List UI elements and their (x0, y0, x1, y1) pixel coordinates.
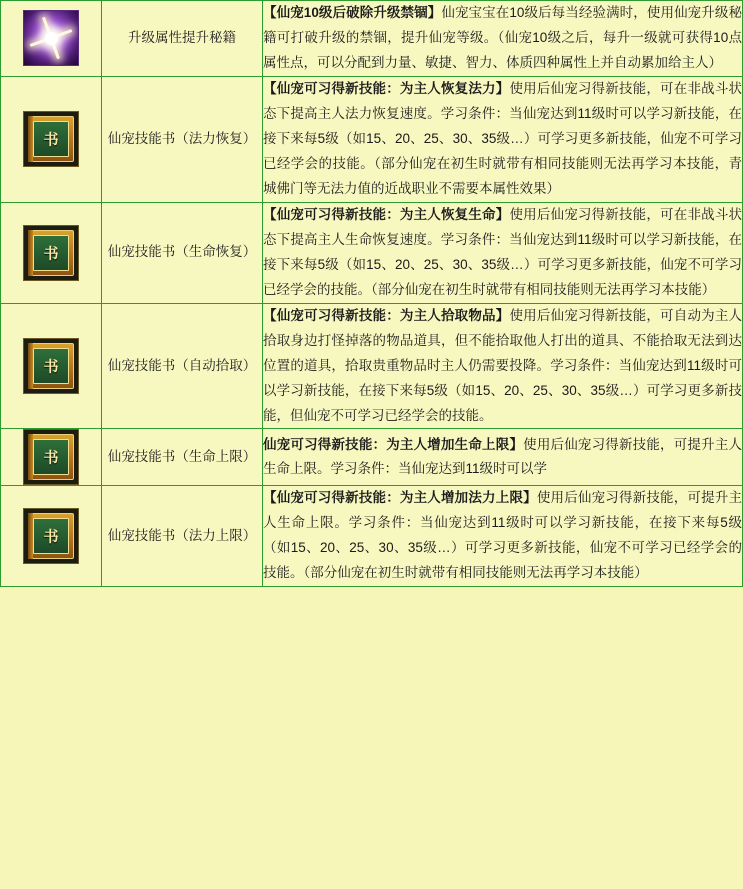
item-description (263, 202, 743, 303)
item-name: 仙宠技能书（自动拾取） (102, 303, 263, 429)
item-icon-cell (1, 486, 102, 587)
item-description-body: 使用后仙宠习得新技能，可在非战斗状态下提高主人法力恢复速度。学习条件：当仙宠达到11级时可以学习新技能，在接下来每5级（如15、20、25、30、35级…）可学习更多新技能，仙宠不可学习已经学会的技能。（部分仙宠在初生时就带有相同技能则无法再学习本技能，青城佛门等无法力值的近战职业不需要本属性效果） (263, 80, 743, 196)
item-description-body: 使用后仙宠习得新技能，可提升主人生命上限。学习条件：当仙宠达到11级时可以学 (263, 436, 743, 477)
item-description (263, 429, 743, 486)
item-description-lead: 【仙宠可习得新技能：为主人增加法力上限】 (263, 490, 537, 506)
table-row (1, 486, 743, 587)
skill-book-icon: 书 (23, 429, 79, 485)
skill-book-icon: 书 (23, 508, 79, 564)
item-name: 仙宠技能书（法力恢复） (102, 76, 263, 202)
item-name: 仙宠技能书（法力上限） (102, 486, 263, 587)
item-description (263, 76, 743, 202)
shining-secret-book-icon (23, 10, 79, 66)
item-name: 仙宠技能书（生命恢复） (102, 202, 263, 303)
item-description-body: 仙宠宝宝在10级后每当经验满时，使用仙宠升级秘籍可打破升级的禁锢，提升仙宠等级。（仙宠10级之后，每升一级就可获得10点属性点，可以分配到力量、敏捷、智力、体质四种属性上并自动累加给主人） (263, 5, 742, 70)
table-row (1, 429, 743, 486)
item-description-lead: 【仙宠可习得新技能：为主人恢复法力】 (263, 80, 510, 96)
skill-book-icon: 书 (23, 111, 79, 167)
item-description-lead: 【仙宠可习得新技能：为主人恢复生命】 (263, 206, 510, 222)
item-description (263, 303, 743, 429)
item-icon-cell (1, 1, 102, 77)
item-description-body: 使用后仙宠习得新技能，可在非战斗状态下提高主人生命恢复速度。学习条件：当仙宠达到11级时可以学习新技能，在接下来每5级（如15、20、25、30、35级…）可学习更多新技能，仙宠不可学习已经学会的技能。（部分仙宠在初生时就带有相同技能则无法再学习本技能） (263, 206, 743, 297)
table-row (1, 1, 743, 77)
item-description-lead: 仙宠可习得新技能：为主人增加生命上限】 (263, 436, 524, 452)
table-row (1, 202, 743, 303)
item-description-body: 使用后仙宠习得新技能，可提升主人生命上限。学习条件：当仙宠达到11级时可以学习新技能，在接下来每5级（如15、20、25、30、35级…）可学习更多新技能，仙宠不可学习已经学会的技能。（部分仙宠在初生时就带有相同技能则无法再学习本技能） (263, 490, 743, 581)
item-description-lead: 【仙宠10级后破除升级禁锢】 (263, 5, 442, 20)
item-name: 仙宠技能书（生命上限） (102, 429, 263, 486)
item-icon-cell (1, 202, 102, 303)
item-icon-cell (1, 303, 102, 429)
table-row (1, 76, 743, 202)
table-row (1, 303, 743, 429)
item-icon-cell (1, 429, 102, 486)
item-description-lead: 【仙宠可习得新技能：为主人拾取物品】 (263, 307, 510, 323)
item-description-body: 使用后仙宠习得新技能，可自动为主人拾取身边打怪掉落的物品道具，但不能拾取他人打出的道具、不能拾取无法到达位置的道具，拾取贵重物品时主人仍需要投降。学习条件：当仙宠达到11级时可以学习新技能，在接下来每5级（如15、20、25、30、35级…）可学习更多新技能，但仙宠不可学习已经学会的技能。 (263, 307, 743, 423)
skill-book-icon: 书 (23, 225, 79, 281)
item-description (263, 486, 743, 587)
skill-book-icon: 书 (23, 338, 79, 394)
item-icon-cell (1, 76, 102, 202)
item-name: 升级属性提升秘籍 (102, 1, 263, 77)
item-description (263, 1, 743, 77)
